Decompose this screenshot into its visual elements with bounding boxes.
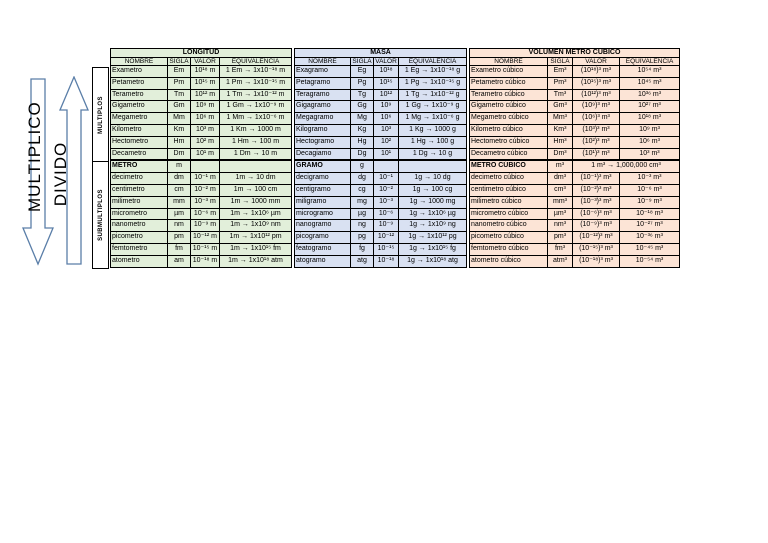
table-row bbox=[295, 113, 467, 125]
table-row bbox=[111, 160, 292, 172]
table-row bbox=[470, 208, 680, 220]
unit-value-cell: 10⁶ m bbox=[191, 113, 220, 125]
unit-name-cell: decimetro cúbico bbox=[470, 173, 548, 185]
unit-equivalence-cell: 10⁴⁵ m³ bbox=[620, 77, 680, 89]
unit-equivalence-cell: 1m → 1x10¹² pm bbox=[220, 232, 292, 244]
submultiplos-label-box bbox=[92, 161, 109, 269]
unit-name-cell: centimetro cúbico bbox=[470, 184, 548, 196]
unit-equivalence-cell: 1 Gm → 1x10⁻⁹ m bbox=[220, 101, 292, 113]
unit-name-cell: nanometro bbox=[111, 220, 168, 232]
unit-equivalence-cell: 1g → 1x10¹² pg bbox=[399, 232, 467, 244]
unit-value-cell: 10⁻⁶ m bbox=[191, 208, 220, 220]
unit-name-cell: Kilometro cúbico bbox=[470, 124, 548, 136]
unit-value-cell: 10¹⁵ bbox=[374, 77, 399, 89]
masa-table bbox=[294, 48, 467, 268]
unit-name-cell: Gigametro cúbico bbox=[470, 101, 548, 113]
unit-symbol-cell: fm bbox=[168, 243, 191, 255]
unit-name-cell: femtometro cúbico bbox=[470, 243, 548, 255]
volumen-title: VOLUMEN METRO CÚBICO bbox=[470, 49, 680, 58]
table-row bbox=[295, 220, 467, 232]
unit-symbol-cell: Pg bbox=[351, 77, 374, 89]
unit-name-cell: METRO CÚBICO bbox=[470, 160, 548, 172]
unit-name-cell: atogramo bbox=[295, 255, 351, 267]
unit-equivalence-cell: 1g → 100 cg bbox=[399, 184, 467, 196]
unit-value-cell: (10⁶)³ m³ bbox=[573, 113, 620, 125]
table-row bbox=[470, 148, 680, 160]
unit-equivalence-cell: 1 Mg → 1x10⁻⁶ g bbox=[399, 113, 467, 125]
unit-symbol-cell: Hm³ bbox=[548, 136, 573, 148]
unit-equivalence-cell: 10⁹ m³ bbox=[620, 124, 680, 136]
unit-name-cell: Exametro cúbico bbox=[470, 66, 548, 78]
unit-value-cell: (10⁻¹⁸)³ m³ bbox=[573, 255, 620, 267]
unit-name-cell: Exagramo bbox=[295, 66, 351, 78]
unit-name-cell: micrometro bbox=[111, 208, 168, 220]
unit-symbol-cell: Dg bbox=[351, 148, 374, 160]
unit-equivalence-cell: 10²⁷ m³ bbox=[620, 101, 680, 113]
column-header-equivalencia: EQUIVALENCIA bbox=[620, 57, 680, 66]
unit-equivalence-cell: 1 Eg → 1x10⁻¹⁸ g bbox=[399, 66, 467, 78]
table-row bbox=[470, 101, 680, 113]
unit-value-cell: 10¹⁸ m bbox=[191, 66, 220, 78]
table-row bbox=[295, 148, 467, 160]
unit-value-cell: 10¹² m bbox=[191, 89, 220, 101]
unit-equivalence-cell: 1m → 1x10⁹ nm bbox=[220, 220, 292, 232]
unit-symbol-cell: cm³ bbox=[548, 184, 573, 196]
unit-name-cell: Petagramo bbox=[295, 77, 351, 89]
unit-name-cell: Megagramo bbox=[295, 113, 351, 125]
divido-label: DIVIDO bbox=[51, 141, 70, 207]
table-row bbox=[470, 184, 680, 196]
unit-symbol-cell: pm³ bbox=[548, 232, 573, 244]
unit-equivalence-cell: 10⁵⁴ m³ bbox=[620, 66, 680, 78]
unit-equivalence-cell: 1 Dg → 10 g bbox=[399, 148, 467, 160]
unit-value-cell: (10¹)³ m³ bbox=[573, 148, 620, 160]
multiplos-label: MULTIPLOS bbox=[97, 96, 104, 134]
unit-value-cell: 10⁻² m bbox=[191, 184, 220, 196]
unit-name-cell: Hectometro bbox=[111, 136, 168, 148]
unit-equivalence-cell: 1m → 1000 mm bbox=[220, 196, 292, 208]
unit-equivalence-cell: 1 Hg → 100 g bbox=[399, 136, 467, 148]
unit-equivalence-cell: 10⁻³⁶ m³ bbox=[620, 232, 680, 244]
unit-symbol-cell: Gg bbox=[351, 101, 374, 113]
table-row bbox=[295, 243, 467, 255]
unit-symbol-cell: Km bbox=[168, 124, 191, 136]
unit-name-cell: micrometro cúbico bbox=[470, 208, 548, 220]
unit-name-cell: Petametro bbox=[111, 77, 168, 89]
unit-name-cell: GRAMO bbox=[295, 160, 351, 172]
unit-name-cell: nanometro cúbico bbox=[470, 220, 548, 232]
unit-value-cell: 10⁻¹⁸ bbox=[374, 255, 399, 267]
unit-equivalence-cell: 1 Mm → 1x10⁻⁶ m bbox=[220, 113, 292, 125]
unit-equivalence-cell: 1 Km → 1000 m bbox=[220, 124, 292, 136]
unit-symbol-cell: mm bbox=[168, 196, 191, 208]
unit-name-cell: Teragramo bbox=[295, 89, 351, 101]
unit-value-cell bbox=[191, 160, 220, 172]
unit-symbol-cell: atg bbox=[351, 255, 374, 267]
unit-name-cell: miligramo bbox=[295, 196, 351, 208]
unit-value-cell: 10³ m bbox=[191, 124, 220, 136]
unit-symbol-cell: Km³ bbox=[548, 124, 573, 136]
unit-value-cell: 10⁹ m bbox=[191, 101, 220, 113]
unit-equivalence-cell: 1 Kg → 1000 g bbox=[399, 124, 467, 136]
column-header-sigla: SIGLA bbox=[352, 57, 372, 65]
unit-equivalence-cell: 10⁻³ m³ bbox=[620, 173, 680, 185]
volumen-rows bbox=[470, 66, 680, 268]
unit-name-cell: Hectometro cúbico bbox=[470, 136, 548, 148]
table-row bbox=[111, 184, 292, 196]
column-header-valor: VALOR bbox=[191, 57, 220, 66]
unit-equivalence-cell: 1g → 1000 mg bbox=[399, 196, 467, 208]
unit-symbol-cell: Tm bbox=[168, 89, 191, 101]
table-row bbox=[295, 173, 467, 185]
table-row bbox=[470, 220, 680, 232]
unit-equivalence-cell bbox=[399, 160, 467, 172]
unit-symbol-cell: g bbox=[351, 160, 374, 172]
table-row bbox=[295, 184, 467, 196]
unit-equivalence-cell: 1g → 1x10⁶ µg bbox=[399, 208, 467, 220]
unit-name-cell: METRO bbox=[111, 160, 168, 172]
unit-symbol-cell: Kg bbox=[351, 124, 374, 136]
column-header-equivalencia: EQUIVALENCIA bbox=[399, 57, 467, 66]
unit-equivalence-cell: 10¹⁸ m³ bbox=[620, 113, 680, 125]
unit-value-cell: (10¹⁵)³ m³ bbox=[573, 77, 620, 89]
unit-value-cell: (10²)³ m³ bbox=[573, 136, 620, 148]
unit-symbol-cell: mg bbox=[351, 196, 374, 208]
multiplico-label: MULTIPLICO bbox=[25, 101, 44, 212]
unit-equivalence-cell: 10⁻⁴⁵ m³ bbox=[620, 243, 680, 255]
table-row bbox=[111, 136, 292, 148]
unit-symbol-cell: nm bbox=[168, 220, 191, 232]
unit-value-cell: (10³)³ m³ bbox=[573, 124, 620, 136]
table-row bbox=[470, 196, 680, 208]
unit-symbol-cell: Pm bbox=[168, 77, 191, 89]
unit-symbol-cell: Dm bbox=[168, 148, 191, 160]
unit-symbol-cell: pg bbox=[351, 232, 374, 244]
table-row bbox=[470, 232, 680, 244]
table-row bbox=[111, 173, 292, 185]
table-row bbox=[111, 113, 292, 125]
unit-name-cell: atometro cúbico bbox=[470, 255, 548, 267]
unit-equivalence-cell: 1 Tm → 1x10⁻¹² m bbox=[220, 89, 292, 101]
unit-symbol-cell: mm³ bbox=[548, 196, 573, 208]
unit-equivalence-cell: 10⁻¹⁸ m³ bbox=[620, 208, 680, 220]
unit-symbol-cell: dg bbox=[351, 173, 374, 185]
unit-symbol-cell: m³ bbox=[548, 160, 573, 172]
unit-symbol-cell: Dm³ bbox=[548, 148, 573, 160]
unit-equivalence-cell: 1m → 1x10⁶ µm bbox=[220, 208, 292, 220]
unit-equivalence-cell: 1m → 1x10¹⁵ fm bbox=[220, 243, 292, 255]
unit-value-cell: 10⁻¹⁵ bbox=[374, 243, 399, 255]
table-row bbox=[111, 66, 292, 78]
masa-rows bbox=[295, 66, 467, 268]
column-header-nombre: NOMBRE bbox=[470, 57, 548, 66]
unit-name-cell: Terametro bbox=[111, 89, 168, 101]
unit-value-cell: 10² m bbox=[191, 136, 220, 148]
table-row bbox=[295, 101, 467, 113]
unit-symbol-cell: Em³ bbox=[548, 66, 573, 78]
table-row bbox=[470, 89, 680, 101]
unit-symbol-cell: µm bbox=[168, 208, 191, 220]
unit-symbol-cell: dm bbox=[168, 173, 191, 185]
table-row bbox=[295, 232, 467, 244]
unit-symbol-cell: cm bbox=[168, 184, 191, 196]
unit-equivalence-cell: 1 Gg → 1x10⁻⁹ g bbox=[399, 101, 467, 113]
unit-name-cell: Terametro cúbico bbox=[470, 89, 548, 101]
table-row bbox=[470, 113, 680, 125]
unit-equivalence-cell: 1 Pm → 1x10⁻¹⁵ m bbox=[220, 77, 292, 89]
table-row bbox=[111, 208, 292, 220]
unit-value-cell: (10⁹)³ m³ bbox=[573, 101, 620, 113]
table-row bbox=[111, 243, 292, 255]
unit-name-cell: Decametro cúbico bbox=[470, 148, 548, 160]
table-row bbox=[295, 136, 467, 148]
unit-symbol-cell: dm³ bbox=[548, 173, 573, 185]
unit-name-cell: microgramo bbox=[295, 208, 351, 220]
unit-value-cell: 10⁹ bbox=[374, 101, 399, 113]
unit-value-cell: 10¹ m bbox=[191, 148, 220, 160]
unit-equivalence-cell: 1g → 10 dg bbox=[399, 173, 467, 185]
unit-name-cell: decigramo bbox=[295, 173, 351, 185]
table-row bbox=[470, 255, 680, 267]
unit-name-cell: centigramo bbox=[295, 184, 351, 196]
unit-equivalence-cell: 1 Pg → 1x10⁻¹⁵ g bbox=[399, 77, 467, 89]
unit-name-cell: milimetro cúbico bbox=[470, 196, 548, 208]
table-row bbox=[470, 124, 680, 136]
unit-name-cell: Megametro cúbico bbox=[470, 113, 548, 125]
unit-symbol-cell: µm³ bbox=[548, 208, 573, 220]
table-row bbox=[111, 148, 292, 160]
unit-equivalence-cell: 10⁻⁶ m³ bbox=[620, 184, 680, 196]
unit-value-cell: 10³ bbox=[374, 124, 399, 136]
unit-value-cell: (10¹⁸)³ m³ bbox=[573, 66, 620, 78]
unit-equivalence-cell: 1g → 1x10¹⁵ fg bbox=[399, 243, 467, 255]
unit-equivalence-cell: 10³ m³ bbox=[620, 148, 680, 160]
column-header-sigla: SIGLA bbox=[169, 57, 189, 65]
unit-name-cell: Decametro bbox=[111, 148, 168, 160]
unit-name-cell: Kilometro bbox=[111, 124, 168, 136]
unit-value-cell bbox=[374, 160, 399, 172]
unit-equivalence-cell: 1m → 1x10¹⁸ atm bbox=[220, 255, 292, 267]
unit-equivalence-cell: 1 Tg → 1x10⁻¹² g bbox=[399, 89, 467, 101]
column-header-valor: VALOR bbox=[573, 57, 620, 66]
longitud-title: LONGITUD bbox=[111, 49, 292, 58]
unit-name-cell: centimetro bbox=[111, 184, 168, 196]
unit-value-cell: 10¹⁵ m bbox=[191, 77, 220, 89]
unit-value-cell: 10⁻³ m bbox=[191, 196, 220, 208]
unit-symbol-cell: fg bbox=[351, 243, 374, 255]
table-row bbox=[295, 160, 467, 172]
table-row bbox=[295, 255, 467, 267]
unit-name-cell: picometro cúbico bbox=[470, 232, 548, 244]
longitud-table bbox=[110, 48, 292, 268]
table-row bbox=[111, 124, 292, 136]
unit-symbol-cell: nm³ bbox=[548, 220, 573, 232]
unit-name-cell: Exametro bbox=[111, 66, 168, 78]
table-row bbox=[470, 77, 680, 89]
unit-symbol-cell: Mm bbox=[168, 113, 191, 125]
unit-symbol-cell: Pm³ bbox=[548, 77, 573, 89]
table-row bbox=[295, 196, 467, 208]
unit-symbol-cell: Gm³ bbox=[548, 101, 573, 113]
table-row bbox=[111, 196, 292, 208]
longitud-rows bbox=[111, 66, 292, 268]
unit-symbol-cell: Gm bbox=[168, 101, 191, 113]
unit-value-cell: 10⁻⁶ bbox=[374, 208, 399, 220]
unit-value-cell: 10⁻⁹ m bbox=[191, 220, 220, 232]
unit-symbol-cell: cg bbox=[351, 184, 374, 196]
unit-name-cell: femtometro bbox=[111, 243, 168, 255]
unit-symbol-cell: µg bbox=[351, 208, 374, 220]
unit-symbol-cell: Hm bbox=[168, 136, 191, 148]
unit-symbol-cell: Hg bbox=[351, 136, 374, 148]
column-header-nombre: NOMBRE bbox=[295, 57, 351, 66]
unit-value-cell: 10⁻³ bbox=[374, 196, 399, 208]
table-row bbox=[111, 77, 292, 89]
unit-equivalence-cell: 1g → 1x10⁹ ng bbox=[399, 220, 467, 232]
table-row bbox=[111, 232, 292, 244]
multiplos-label-box bbox=[92, 67, 109, 163]
unit-value-cell: 1 m³ → 1,000,000 cm³ bbox=[573, 160, 680, 172]
unit-equivalence-cell: 10⁶ m³ bbox=[620, 136, 680, 148]
unit-value-cell: (10¹²)³ m³ bbox=[573, 89, 620, 101]
unit-name-cell: picometro bbox=[111, 232, 168, 244]
table-row bbox=[111, 255, 292, 267]
unit-symbol-cell: atm³ bbox=[548, 255, 573, 267]
unit-value-cell: (10⁻³)³ m³ bbox=[573, 196, 620, 208]
unit-name-cell: Petametro cúbico bbox=[470, 77, 548, 89]
volumen-table bbox=[469, 48, 680, 268]
table-row bbox=[295, 89, 467, 101]
unit-name-cell: milimetro bbox=[111, 196, 168, 208]
unit-value-cell: (10⁻⁶)³ m³ bbox=[573, 208, 620, 220]
unit-symbol-cell: Tg bbox=[351, 89, 374, 101]
column-header-nombre: NOMBRE bbox=[111, 57, 168, 66]
unit-name-cell: atometro bbox=[111, 255, 168, 267]
unit-value-cell: 10⁻⁹ bbox=[374, 220, 399, 232]
unit-value-cell: 10⁻¹² m bbox=[191, 232, 220, 244]
table-row bbox=[470, 136, 680, 148]
unit-value-cell: (10⁻¹²)³ m³ bbox=[573, 232, 620, 244]
unit-symbol-cell: m bbox=[168, 160, 191, 172]
unit-symbol-cell: Em bbox=[168, 66, 191, 78]
unit-symbol-cell: am bbox=[168, 255, 191, 267]
unit-name-cell: nanogramo bbox=[295, 220, 351, 232]
table-row bbox=[295, 77, 467, 89]
masa-title: MASA bbox=[295, 49, 467, 58]
unit-equivalence-cell: 1m → 10 dm bbox=[220, 173, 292, 185]
unit-value-cell: (10⁻⁹)³ m³ bbox=[573, 220, 620, 232]
table-row bbox=[295, 66, 467, 78]
unit-symbol-cell: fm³ bbox=[548, 243, 573, 255]
unit-value-cell: 10¹⁸ bbox=[374, 66, 399, 78]
table-row bbox=[470, 66, 680, 78]
unit-equivalence-cell: 10⁻⁹ m³ bbox=[620, 196, 680, 208]
unit-symbol-cell: ng bbox=[351, 220, 374, 232]
unit-value-cell: (10⁻¹)³ m³ bbox=[573, 173, 620, 185]
unit-value-cell: 10⁻¹⁸ m bbox=[191, 255, 220, 267]
unit-name-cell: Gigagramo bbox=[295, 101, 351, 113]
table-row bbox=[470, 160, 680, 172]
unit-value-cell: 10⁻¹ bbox=[374, 173, 399, 185]
unit-value-cell: 10⁻¹ m bbox=[191, 173, 220, 185]
column-header-valor: VALOR bbox=[375, 57, 397, 65]
unit-value-cell: 10⁻¹⁵ m bbox=[191, 243, 220, 255]
unit-value-cell: 10² bbox=[374, 136, 399, 148]
unit-value-cell: 10⁻¹² bbox=[374, 232, 399, 244]
unit-value-cell: (10⁻¹⁵)³ m³ bbox=[573, 243, 620, 255]
unit-symbol-cell: Tm³ bbox=[548, 89, 573, 101]
unit-value-cell: 10¹ bbox=[374, 148, 399, 160]
unit-symbol-cell: Mm³ bbox=[548, 113, 573, 125]
unit-equivalence-cell: 1 Hm → 100 m bbox=[220, 136, 292, 148]
unit-symbol-cell: Eg bbox=[351, 66, 374, 78]
column-header-equivalencia: EQUIVALENCIA bbox=[220, 57, 292, 66]
unit-equivalence-cell: 1m → 100 cm bbox=[220, 184, 292, 196]
table-row bbox=[111, 101, 292, 113]
unit-equivalence-cell: 10³⁶ m³ bbox=[620, 89, 680, 101]
unit-name-cell: Gigametro bbox=[111, 101, 168, 113]
table-row bbox=[295, 124, 467, 136]
unit-symbol-cell: Mg bbox=[351, 113, 374, 125]
unit-name-cell: Kilogramo bbox=[295, 124, 351, 136]
table-row bbox=[470, 173, 680, 185]
unit-equivalence-cell: 10⁻²⁷ m³ bbox=[620, 220, 680, 232]
unit-symbol-cell: pm bbox=[168, 232, 191, 244]
unit-value-cell: 10¹² bbox=[374, 89, 399, 101]
unit-name-cell: picogramo bbox=[295, 232, 351, 244]
unit-name-cell: decimetro bbox=[111, 173, 168, 185]
unit-name-cell: Megametro bbox=[111, 113, 168, 125]
unit-equivalence-cell: 1 Dm → 10 m bbox=[220, 148, 292, 160]
column-header-sigla: SIGLA bbox=[548, 57, 573, 66]
unit-name-cell: featogramo bbox=[295, 243, 351, 255]
unit-equivalence-cell: 10⁻⁵⁴ m³ bbox=[620, 255, 680, 267]
unit-equivalence-cell: 1 Em → 1x10⁻¹⁸ m bbox=[220, 66, 292, 78]
unit-equivalence-cell bbox=[220, 160, 292, 172]
table-row bbox=[111, 220, 292, 232]
table-row bbox=[111, 89, 292, 101]
unit-name-cell: Decagiamo bbox=[295, 148, 351, 160]
table-row bbox=[295, 208, 467, 220]
unit-value-cell: (10⁻²)³ m³ bbox=[573, 184, 620, 196]
unit-name-cell: Hectogramo bbox=[295, 136, 351, 148]
submultiplos-label: SUBMULTIPLOS bbox=[97, 189, 104, 241]
unit-value-cell: 10⁶ bbox=[374, 113, 399, 125]
unit-equivalence-cell: 1g → 1x10¹⁸ atg bbox=[399, 255, 467, 267]
unit-value-cell: 10⁻² bbox=[374, 184, 399, 196]
table-row bbox=[470, 243, 680, 255]
